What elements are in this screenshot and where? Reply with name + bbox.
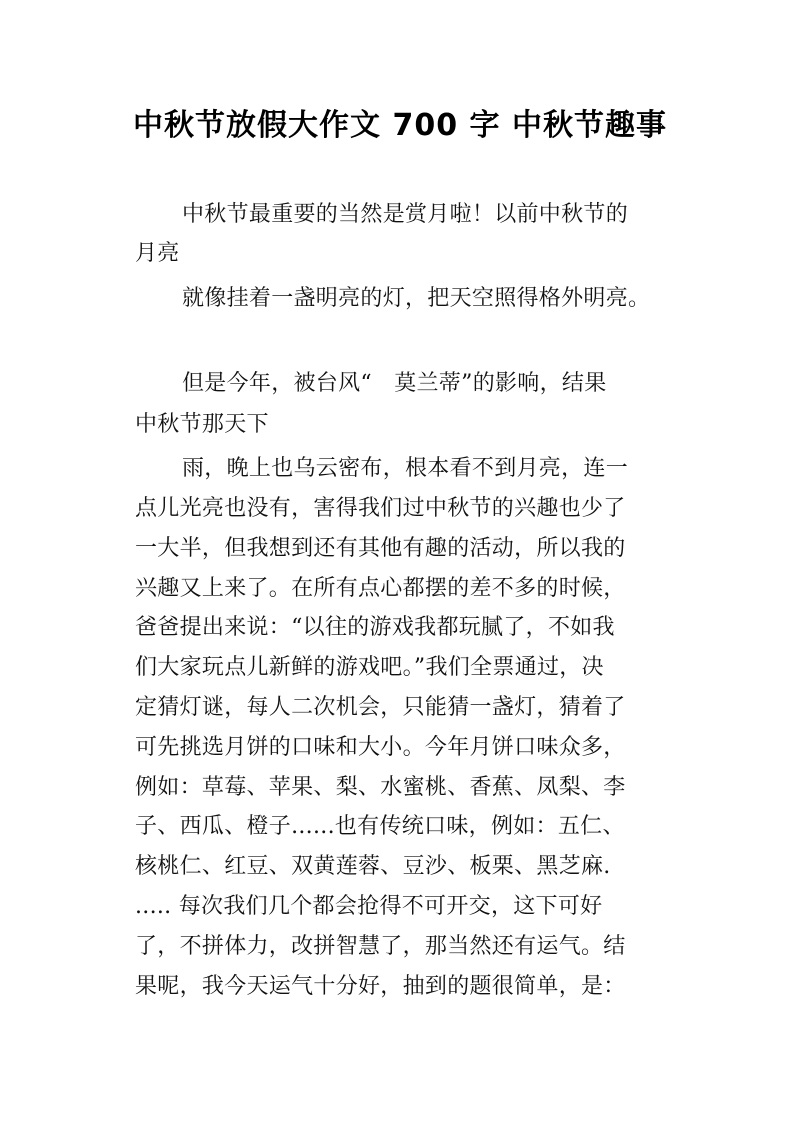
document-title: 中秋节放假大作文 700 字 中秋节趣事 bbox=[133, 108, 667, 143]
paragraph-line: 中秋节那天下 bbox=[135, 412, 269, 437]
paragraph-line: 了，不拼体力，改拼智慧了，那当然还有运气。结 bbox=[135, 934, 626, 959]
paragraph-line: 子、西瓜、橙子......也有传统口味，例如：五仁、 bbox=[135, 814, 625, 839]
paragraph-line: 例如：草莓、苹果、梨、水蜜桃、香蕉、凤梨、李 bbox=[135, 775, 626, 800]
paragraph-line: 爸爸提出来说：“以往的游戏我都玩腻了，不如我 bbox=[135, 615, 615, 640]
paragraph-line: 们大家玩点儿新鲜的游戏吧。”我们全票通过，决 bbox=[135, 655, 604, 680]
paragraph-line: 核桃仁、红豆、双黄莲蓉、豆沙、板栗、黑芝麻. bbox=[135, 854, 611, 879]
paragraph-line: 雨，晚上也乌云密布，根本看不到月亮，连一 bbox=[182, 456, 629, 481]
paragraph-line: 月亮 bbox=[135, 241, 180, 266]
paragraph-line: 中秋节最重要的当然是赏月啦！以前中秋节的 bbox=[182, 202, 629, 227]
paragraph-line: 一大半，但我想到还有其他有趣的活动，所以我的 bbox=[135, 536, 626, 561]
paragraph-line: 果呢，我今天运气十分好，抽到的题很简单，是： bbox=[135, 974, 626, 999]
paragraph-line: 可先挑选月饼的口味和大小。今年月饼口味众多， bbox=[135, 735, 626, 760]
paragraph-line: 就像挂着一盏明亮的灯，把天空照得格外明亮。 bbox=[182, 286, 651, 311]
paragraph-line: 定猜灯谜，每人二次机会，只能猜一盏灯，猜着了 bbox=[135, 695, 626, 720]
paragraph-line: 但是今年，被台风“ 莫兰蒂”的影响，结果 bbox=[182, 371, 607, 396]
paragraph-line: ..... 每次我们几个都会抢得不可开交，这下可好 bbox=[135, 894, 603, 919]
paragraph-line: 点儿光亮也没有，害得我们过中秋节的兴趣也少了 bbox=[135, 496, 626, 521]
paragraph-line: 兴趣又上来了。在所有点心都摆的差不多的时候， bbox=[135, 576, 626, 601]
